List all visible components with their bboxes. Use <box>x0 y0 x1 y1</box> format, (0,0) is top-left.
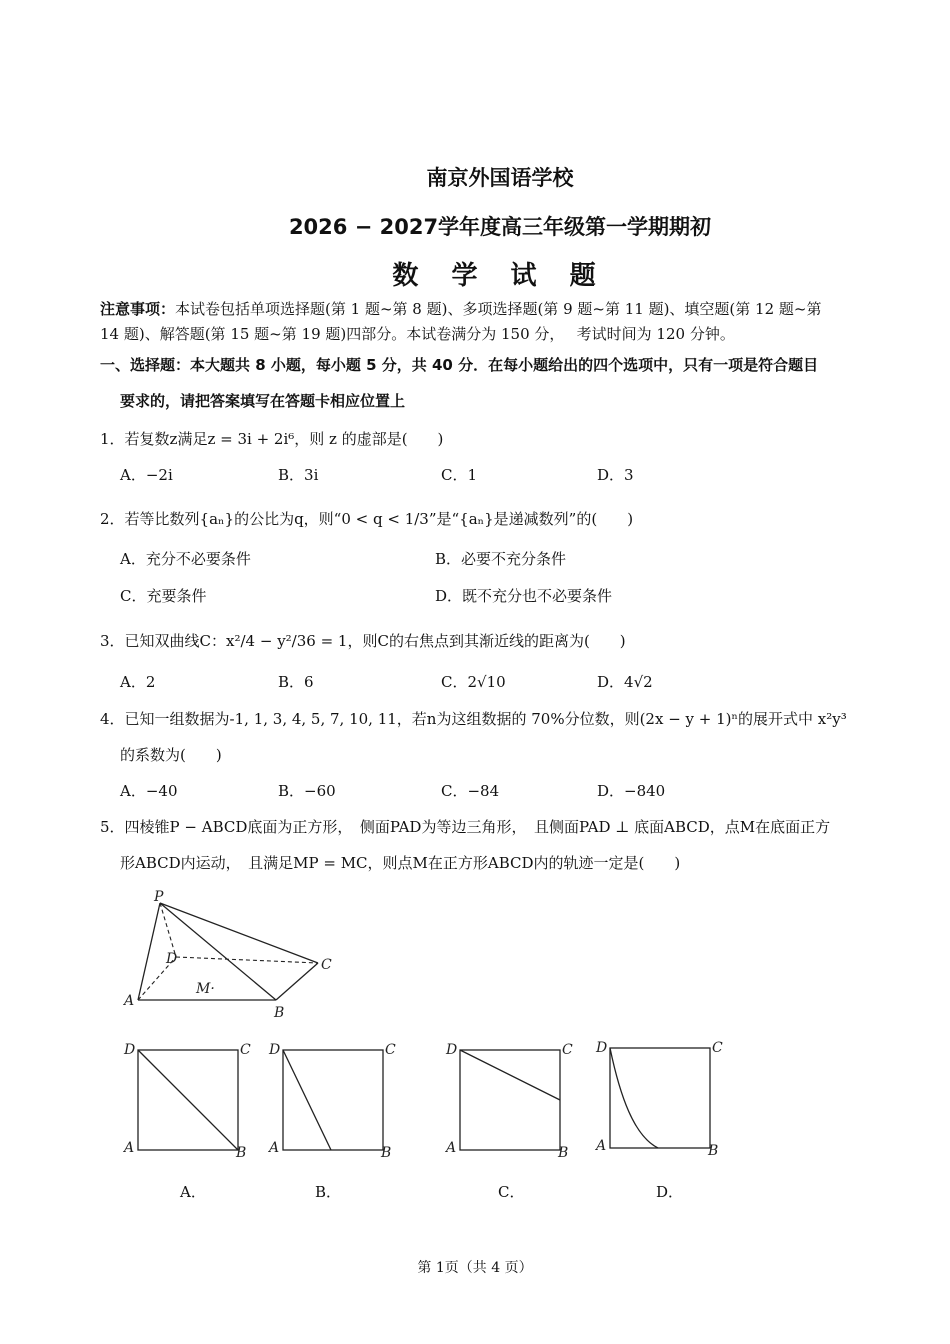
question-1-stem: 1．若复数z满足z = 3i + 2i⁶，则 z 的虚部是( ) <box>100 430 444 448</box>
a-label-d: D <box>124 1042 136 1058</box>
c-label-c: C <box>562 1042 573 1058</box>
page-footer: 第 1页（共 4 页） <box>417 1260 533 1276</box>
q5-option-a-label: A． <box>180 1183 206 1201</box>
label-d: D <box>166 951 178 967</box>
q1-option-a: A．−2i <box>120 466 173 484</box>
q2-option-d: D．既不充分也不必要条件 <box>435 587 613 605</box>
notice-line-1 <box>100 298 821 320</box>
q4-option-b: B．−60 <box>278 782 336 800</box>
school-title: 南京外国语学校 <box>426 166 574 190</box>
c-label-d: D <box>446 1042 458 1058</box>
q4-option-c: C．−84 <box>441 782 500 800</box>
notice-text-1: 本试卷包括单项选择题(第 1 题~第 8 题)、多项选择题(第 9 题~第 11 题)、填空题(第 12 题~第 <box>175 300 822 318</box>
q1-option-b: B．3i <box>278 466 319 484</box>
q2-option-b: B．必要不充分条件 <box>435 550 567 568</box>
notice-line-2: 14 题)、解答题(第 15 题~第 19 题)四部分。本试卷满分为 150 分， 考试时间为 120 分钟。 <box>100 325 735 343</box>
c-label-a: A <box>446 1140 457 1156</box>
d-label-d: D <box>596 1040 608 1056</box>
q4-option-d: D．−840 <box>597 782 666 800</box>
b-label-c: C <box>385 1042 396 1058</box>
question-4-stem-line-2: 的系数为( ) <box>120 746 222 764</box>
d-label-c: C <box>712 1040 723 1056</box>
label-b: B <box>274 1005 285 1021</box>
question-5-stem-line-1: 5．四棱锥P − ABCD底面为正方形， 侧面PAD为等边三角形， 且侧面PAD ⊥ 底面ABCD，点M在底面正方 <box>100 818 831 836</box>
a-label-a: A <box>124 1140 135 1156</box>
question-3-stem: 3．已知双曲线C：x²/4 − y²/36 = 1，则C的右焦点到其渐近线的距离为( ) <box>100 632 626 650</box>
q1-option-d: D．3 <box>597 466 634 484</box>
q5-option-c-label: C． <box>498 1183 525 1201</box>
q3-option-a: A．2 <box>120 673 156 691</box>
b-label-a: A <box>269 1140 280 1156</box>
q2-option-a: A．充分不必要条件 <box>120 550 251 568</box>
q5-option-b-label: B． <box>315 1183 342 1201</box>
d-label-b: B <box>708 1143 719 1159</box>
question-5-stem-line-2: 形ABCD内运动， 且满足MP = MC，则点M在正方形ABCD内的轨迹一定是( ) <box>120 854 681 872</box>
q5-option-d-label: D． <box>656 1183 684 1201</box>
c-label-b: B <box>558 1145 569 1161</box>
q2-option-c: C．充要条件 <box>120 587 207 605</box>
section-heading-line-1: 一、选择题：本大题共 8 小题，每小题 5 分，共 40 分．在每小题给出的四个选项中，只有一项是符合题目 <box>100 356 819 374</box>
option-d-figure <box>592 1036 727 1161</box>
b-label-d: D <box>269 1042 281 1058</box>
label-m: M· <box>196 981 215 997</box>
subject-title: 数 学 试 题 <box>392 261 608 291</box>
label-c: C <box>321 957 332 973</box>
q4-option-a: A．−40 <box>120 782 178 800</box>
pyramid-figure <box>118 885 348 1025</box>
section-heading-line-2: 要求的，请把答案填写在答题卡相应位置上 <box>120 392 406 410</box>
a-label-b: B <box>236 1145 247 1161</box>
q3-option-c: C．2√10 <box>441 673 506 691</box>
b-label-b: B <box>381 1145 392 1161</box>
question-4-stem-line-1: 4．已知一组数据为-1, 1, 3, 4, 5, 7, 10, 11，若n为这组数据的 70%分位数，则(2x − y + 1)ⁿ的展开式中 x²y³ <box>100 710 847 728</box>
q1-option-c: C．1 <box>441 466 478 484</box>
q3-option-b: B．6 <box>278 673 314 691</box>
term-title: 2026 − 2027学年度高三年级第一学期期初 <box>288 215 712 239</box>
option-a-figure <box>120 1038 255 1163</box>
d-label-a: A <box>596 1138 607 1154</box>
question-2-stem: 2．若等比数列{aₙ}的公比为q，则“0 < q < 1/3”是“{aₙ}是递减数列”的( ) <box>100 510 634 528</box>
label-p: P <box>154 889 164 905</box>
option-b-figure <box>265 1038 400 1163</box>
label-a: A <box>124 993 135 1009</box>
a-label-c: C <box>240 1042 251 1058</box>
notice-label: 注意事项： <box>100 300 176 318</box>
q3-option-d: D．4√2 <box>597 673 653 691</box>
option-c-figure <box>442 1038 577 1163</box>
